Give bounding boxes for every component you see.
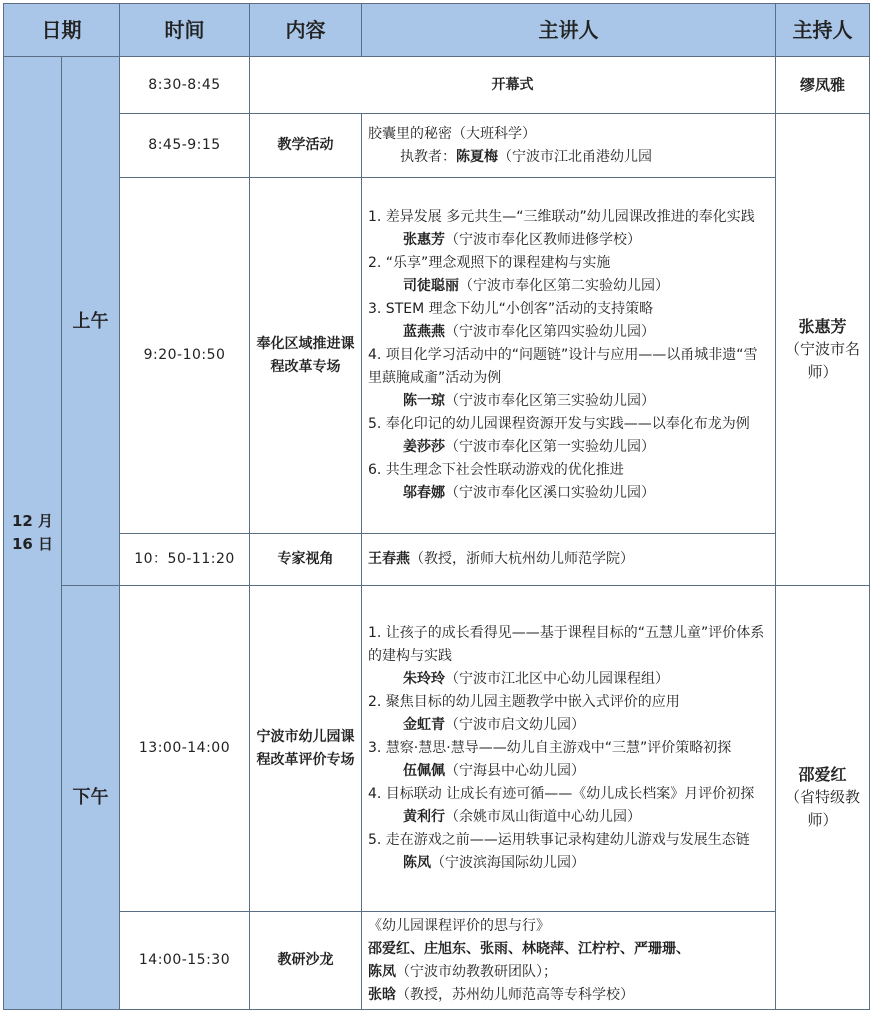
talk-title: 1. 差异发展 多元共生—“三维联动”幼儿园课改推进的奉化实践	[368, 209, 755, 225]
salon-names: 邵爱红、庄旭东、张雨、林晓萍、江柠柠、严珊珊、	[368, 940, 690, 957]
speaker-cell	[362, 114, 776, 178]
table-row	[4, 114, 870, 178]
time-cell: 9:20-10:50	[120, 178, 250, 534]
speaker-org: （教授，苏州幼儿师范高等专科学校）	[396, 986, 634, 1003]
table-row	[4, 534, 870, 586]
content-cell: 专家视角	[250, 534, 362, 586]
speaker-name: 蓝燕燕	[403, 324, 445, 340]
list-item	[368, 737, 769, 783]
list-item	[368, 344, 769, 413]
talk-title: 4. 目标联动 让成长有迹可循——《幼儿成长档案》月评价初探	[368, 786, 755, 802]
speaker-org: （余姚市凤山街道中心幼儿园）	[445, 809, 641, 825]
table-row	[4, 912, 870, 1010]
list-item	[368, 206, 769, 252]
speaker-org: （宁海县中心幼儿园）	[445, 763, 585, 779]
speaker-org: （宁波市奉化区第二实验幼儿园）	[459, 278, 669, 294]
talk-title: 2. 聚焦目标的幼儿园主题教学中嵌入式评价的应用	[368, 694, 680, 710]
speaker-org: （宁波市江北区中心幼儿园课程组）	[445, 671, 669, 687]
table-row	[4, 57, 870, 114]
time-cell: 8:45-9:15	[120, 114, 250, 178]
header-date: 日期	[4, 4, 120, 57]
speaker-cell	[362, 912, 776, 1010]
speaker-org: （宁波滨海国际幼儿园）	[431, 855, 585, 871]
header-speaker: 主讲人	[362, 4, 776, 57]
speaker-org: （教授，浙师大杭州幼儿师范学院）	[410, 551, 634, 567]
date-day: 16 日	[11, 535, 54, 553]
speaker-prefix: 执教者：	[400, 148, 456, 165]
host-afternoon	[776, 586, 870, 1010]
speaker-org: （宁波市启文幼儿园）	[445, 717, 585, 733]
activity-title: 胶囊里的秘密（大班科学）	[368, 125, 536, 142]
speaker-name: 张晗	[368, 986, 396, 1003]
time-cell: 13:00-14:00	[120, 586, 250, 912]
speaker-org: （宁波市奉化区第一实验幼儿园）	[445, 439, 655, 455]
speaker-name: 金虹青	[403, 717, 445, 733]
speaker-name: 王春燕	[368, 551, 410, 567]
content-cell: 教研沙龙	[250, 912, 362, 1010]
content-cell: 奉化区域推进课程改革专场	[250, 178, 362, 534]
speaker-name: 陈凤	[368, 963, 396, 980]
date-month: 12 月	[11, 512, 54, 530]
table-row	[4, 586, 870, 912]
host-title: （省特级教师）	[784, 788, 860, 829]
speaker-org: （宁波市奉化区教师进修学校）	[445, 232, 641, 248]
schedule-table	[3, 3, 870, 1010]
speaker-name: 陈夏梅	[456, 148, 498, 165]
talk-title: 2. “乐享”理念观照下的课程建构与实施	[368, 255, 611, 271]
host-morning	[776, 114, 870, 586]
header-host: 主持人	[776, 4, 870, 57]
date-cell	[4, 57, 62, 1010]
time-cell: 14:00-15:30	[120, 912, 250, 1010]
speaker-org: （宁波市奉化区溪口实验幼儿园）	[445, 485, 655, 501]
host-title: （宁波市名师）	[784, 340, 860, 381]
list-item	[368, 413, 769, 459]
talk-title: 6. 共生理念下社会性联动游戏的优化推进	[368, 462, 624, 478]
speaker-name: 姜莎莎	[403, 439, 445, 455]
speaker-org: （宁波市江北甬港幼儿园	[498, 148, 652, 165]
speaker-name: 司徒聪丽	[403, 278, 459, 294]
speaker-name: 邬春娜	[403, 485, 445, 501]
speaker-cell	[362, 178, 776, 534]
time-cell: 8:30-8:45	[120, 57, 250, 114]
header-row	[4, 4, 870, 57]
speaker-cell	[362, 534, 870, 586]
speaker-name: 朱玲玲	[403, 671, 445, 687]
list-item	[368, 459, 769, 505]
speaker-org: （宁波市奉化区第三实验幼儿园）	[445, 393, 655, 409]
talk-title: 5. 走在游戏之前——运用轶事记录构建幼儿游戏与发展生态链	[368, 832, 750, 848]
host-name: 张惠芳	[798, 317, 847, 336]
speaker-name: 伍佩佩	[403, 763, 445, 779]
list-item	[368, 298, 769, 344]
talk-title: 1. 让孩子的成长看得见——基于课程目标的“五慧儿童”评价体系的建构与实践	[368, 625, 765, 664]
time-cell: 10：50-11:20	[120, 534, 250, 586]
content-cell: 宁波市幼儿园课程改革评价专场	[250, 586, 362, 912]
speaker-name: 张惠芳	[403, 232, 445, 248]
talk-title: 4. 项目化学习活动中的“问题链”设计与应用——以甬城非遗“雪里蕻腌咸齑”活动为例	[368, 347, 758, 386]
speaker-name: 陈一琼	[403, 393, 445, 409]
talk-title: 3. 慧察·慧思·慧导——幼儿自主游戏中“三慧”评价策略初探	[368, 740, 732, 756]
header-time: 时间	[120, 4, 250, 57]
list-item	[368, 783, 769, 829]
speaker-cell	[362, 586, 776, 912]
host-opening: 缪凤雅	[776, 57, 870, 114]
speaker-name: 黄利行	[403, 809, 445, 825]
host-name: 邵爱红	[798, 765, 847, 784]
list-item	[368, 252, 769, 298]
speaker-org: （宁波市奉化区第四实验幼儿园）	[445, 324, 655, 340]
list-item	[368, 829, 769, 875]
speaker-org: （宁波市幼教教研团队）；	[396, 963, 557, 980]
list-item	[368, 622, 769, 691]
opening-cell: 开幕式	[250, 57, 776, 114]
talk-title: 3. STEM 理念下幼儿“小创客”活动的支持策略	[368, 301, 654, 317]
morning-label: 上午	[62, 57, 120, 586]
list-item	[368, 691, 769, 737]
afternoon-label: 下午	[62, 586, 120, 1010]
salon-title: 《幼儿园课程评价的思与行》	[368, 917, 550, 934]
talk-title: 5. 奉化印记的幼儿园课程资源开发与实践——以奉化布龙为例	[368, 416, 750, 432]
header-content: 内容	[250, 4, 362, 57]
speaker-name: 陈凤	[403, 855, 431, 871]
table-row	[4, 178, 870, 534]
content-cell: 教学活动	[250, 114, 362, 178]
